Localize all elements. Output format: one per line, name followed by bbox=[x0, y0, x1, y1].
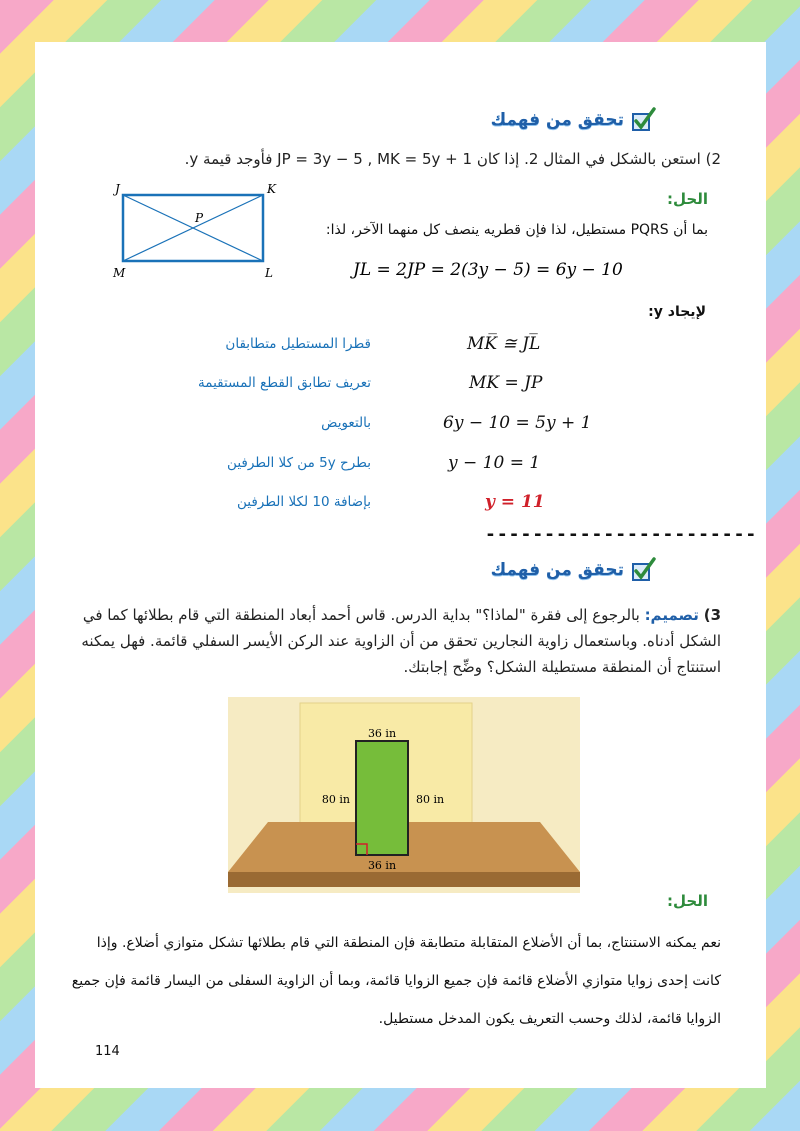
question-3-line-1 bbox=[61, 602, 721, 628]
answer-y-equals-11: y = 11 bbox=[485, 492, 545, 512]
check-header-title: تحقق من فهمك bbox=[490, 110, 624, 130]
question-2-text: 2) استعن بالشكل في المثال 2. إذا كان JP = 3y − 5 , MK = 5y + 1 فأوجد قيمة y. bbox=[184, 150, 721, 168]
step-statement: y − 10 = 1 bbox=[448, 453, 541, 473]
solution-2-text bbox=[51, 924, 721, 1038]
solution-1-line: بما أن PQRS مستطيل، لذا فإن قطريه ينصف كل منهما الآخر، لذا: bbox=[325, 222, 708, 238]
painted-rectangle bbox=[356, 741, 408, 855]
check-understanding-header-1 bbox=[491, 107, 656, 133]
solution-label-1: الحل: bbox=[667, 190, 708, 208]
floor-edge bbox=[228, 872, 580, 887]
label-left: 80 in bbox=[321, 793, 350, 806]
solution-label-2: الحل: bbox=[667, 892, 708, 910]
question-number: 3) bbox=[703, 606, 721, 624]
label-right: 80 in bbox=[416, 793, 445, 806]
check-header-title: تحقق من فهمك bbox=[490, 560, 624, 580]
page-sheet bbox=[35, 42, 766, 1088]
step-statement: 6y − 10 = 5y + 1 bbox=[443, 413, 592, 433]
question-keyword: تصميم: bbox=[644, 606, 699, 624]
page-number: 114 bbox=[95, 1044, 120, 1059]
label-m: M bbox=[113, 266, 126, 280]
step-reason: بالتعويض bbox=[321, 415, 371, 431]
step-statement: MK = JP bbox=[469, 373, 543, 393]
solution-2-line-1: نعم يمكنه الاستنتاج، بما أن الأضلاع المتقابلة متطابقة فإن المنطقة التي قام بطلائها تشكل متوازي أضلاع. وإذا bbox=[96, 935, 721, 951]
step-statement: MK̅ ≅ JL̅ bbox=[467, 334, 541, 354]
step-reason: بإضافة 10 لكلا الطرفين bbox=[236, 494, 371, 510]
label-k: K bbox=[267, 182, 276, 196]
painted-wall-figure bbox=[228, 697, 580, 893]
step-reason: تعريف تطابق القطع المستقيمة bbox=[198, 375, 371, 391]
label-top: 36 in bbox=[367, 727, 397, 740]
label-j: J bbox=[115, 182, 120, 196]
solution-2-line-2: كانت إحدى زوايا متوازي الأضلاع قائمة فإن جميع الزوايا قائمة، وبما أن الزاوية السفلى من اليسار قائمة فإن جميع bbox=[71, 973, 721, 989]
label-l: L bbox=[265, 266, 273, 280]
question-3-line-2: الشكل أدناه. وباستعمال زاوية النجارين تحقق من أن الزاوية عند الركن الأيسر السفلي قائمة. فهل يمكنه bbox=[81, 632, 721, 650]
label-bottom: 36 in bbox=[367, 859, 397, 872]
question-3-text-line-1: بالرجوع إلى فقرة "لماذا؟" بداية الدرس. قاس أحمد أبعاد المنطقة التي قام بطلائها كما في bbox=[82, 606, 640, 624]
checkmark-icon bbox=[630, 107, 656, 133]
question-3-line-3: استنتاج أن المنطقة مستطيلة الشكل؟ وضِّح إجابتك. bbox=[403, 658, 721, 676]
check-understanding-header-2 bbox=[491, 557, 656, 583]
step-reason: بطرح 5y من كلا الطرفين bbox=[227, 455, 371, 471]
label-p: P bbox=[195, 211, 204, 225]
step-reason: قطرا المستطيل متطابقان bbox=[225, 336, 371, 352]
dashed-divider: ----------------------- bbox=[485, 524, 758, 545]
jl-equation: JL = 2JP = 2(3y − 5) = 6y − 10 bbox=[353, 260, 623, 280]
solution-2-line-3: الزوايا قائمة، لذلك وحسب التعريف يكون المدخل مستطيل. bbox=[378, 1011, 721, 1027]
checkmark-icon bbox=[630, 557, 656, 583]
question-3-text bbox=[61, 602, 721, 680]
find-y-label: لإيجاد y: bbox=[648, 304, 706, 320]
